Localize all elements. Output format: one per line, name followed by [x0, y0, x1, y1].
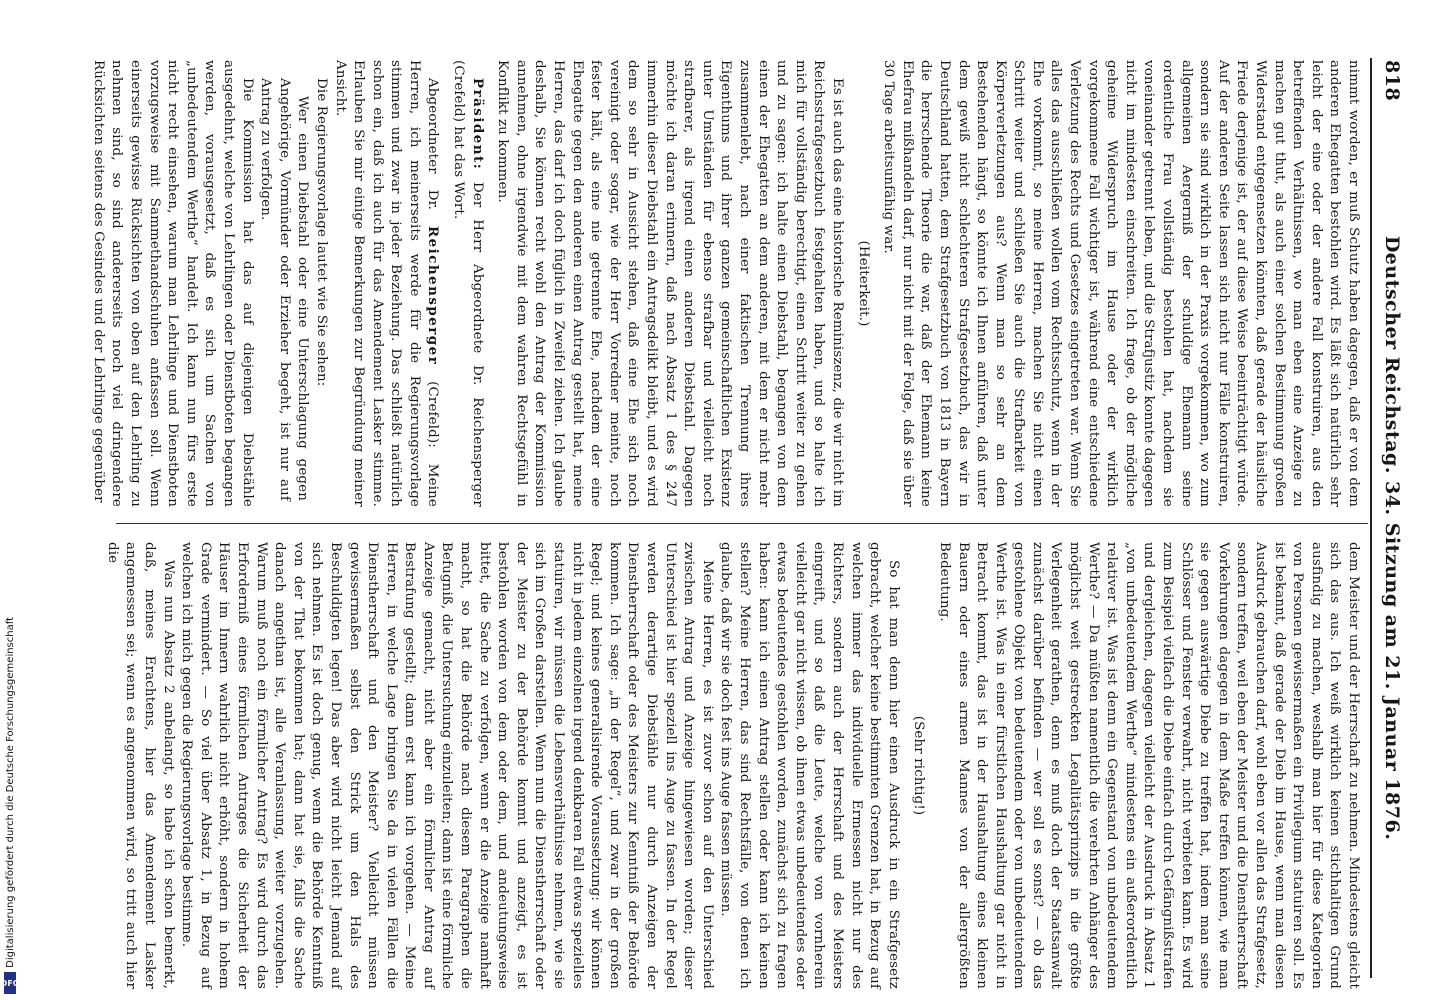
speaker-paragraph: [330, 60, 443, 507]
paragraph: So hat man denn hier einen Ausdruck in ein Strafgesetz gebracht, welcher keine bestimmten Grenzen hat, in Bezug auf welchen immer das individuelle Ermessen nicht nur des Richters, sondern auch der Herrschaft und des Meisters eingreift, und so daß die Leute, welche von vornherein vielleicht gar nicht wissen, ob ihnen etwas unbedeutendes oder etwas bedeutendes gestohlen worden, zunächst sich zu fragen haben: kann ich einen Antrag stellen oder kann ich keinen stellen? Meine Herren, das sind Rechtsfälle, von denen ich glaube, daß wir sie doch fest ins Auge fassen müssen.: [718, 542, 901, 989]
page-title: Deutscher Reichstag. 34. Sitzung am 21. Januar 1876.: [1381, 235, 1403, 841]
paragraph: Was nun Absatz 2 anbelangt, so habe ich schon bemerkt, daß, meines Erachtens, hier das Amendement Lasker angemessen sei; wenn es angenommen wird, so tritt auch hier die: [104, 542, 176, 989]
paragraph: Es ist auch das eine historische Reminiszenz, die wir nicht im Reichsstrafgesetzbuch festgehalten haben, und so halte ich mich für vollständig berechtigt, einen Schritt weiter zu gehen und zu sagen: ich halte einen Diebstahl, begangen von dem einen der Ehegatten an dem anderen, mit dem er nicht mehr zusammenlebt, nach einer faktischen Trennung ihres Eigenthums und ihrer ganzen gemeinschaftlichen Existenz unter Umständen für ebenso strafbar und vielleicht noch strafbarer, als irgend einen anderen Diebstahl. Dagegen möchte ich daran erinnern, daß nach Absatz 1 des § 247 immerhin dieser Diebstahl ein Antragsdelikt bleibt, und es wird dem so sehr in Aussicht stehen, daß eine Ehe sich noch vereinigt oder sogar, wie der Herr Vorredner meinte, noch fester hält, als eine nie getrennte Ehe, nachdem der eine Ehegatte gegen den anderen einen Antrag gestellt hat, meine Herren, das darf ich doch füglich in Zweifel ziehen. Ich glaube deshalb, Sie können recht wohl den Antrag der Kommission annehmen, ohne irgendwie mit dem wahren Rechtsgefühl in Konflikt zu kommen.: [495, 60, 845, 507]
speech-text: Meine Herren, ich meinerseits werde für die Regierungsvorlage stimmen und zwar in jeder Beziehung. Das schließt natürlich schon ein, daß ich auch für das Amendement Lasker stimme. Erlauben Sie mir einige Bemerkungen zur Begründung meiner Ansicht.: [332, 60, 441, 507]
president-paragraph: [449, 60, 487, 507]
paragraph: nimmt worden, er muß Schutz haben dagegen, daß er von dem anderen Ehegatten bestohlen wird. Es läßt sich natürlich sehr leicht der eine oder der andere Fall konstruiren, aus den betreffenden Verhältnissen, wo man eben eine Anzeige zu machen gut thut, als auch einer solchen Bestimmung großen Widerstand entgegensetzen könnten, daß gerade der häusliche Friede derjenige ist, der auf diese Weise beeinträchtigt würde. Auf der anderen Seite lassen sich nicht nur Fälle konstruiren, sondern sie sind wirklich in der Praxis vorgekommen, wo zum allgemeinen Aergerniß der schuldige Ehemann seine ordentliche Frau vollständig bestohlen hat, nachdem sie voneinander getrennt leben, und die Strafjustiz konnte dagegen nicht im mindesten einschreiten. Ich frage, ob der mögliche geheime Widerspruch im Hause oder der wirklich vorgekommene Fall wichtiger ist, während eine entschiedene Verletzung des Rechts und Gesetzes eingetreten war. Wenn Sie alles das ausschließen wollen vom Rechtsschutz, wenn in der Ehe vorkommt, so meine Herren, machen Sie nicht einen Schritt weiter und schließen Sie auch die Strafbarkeit von Körperverletzungen aus? Wenn man so sehr an dem Bestehenden hängt, so könnte ich Ihnen anführen, daß unter dem gewiß nicht schlechteren Strafgesetzbuch, das wir in Deutschland hatten, dem Strafgesetzbuch von 1813 in Bayern die herrschende Theorie die war, daß der Ehemann keine Ehefrau mißhandeln darf, nur nicht mit der Folge, daß sie über 30 Tage arbeitsunfähig war.: [881, 60, 1361, 507]
page-number: 818: [1381, 60, 1403, 102]
quoted-law: Wer einen Diebstahl oder eine Unterschlagung gegen Angehörige, Vormünder oder Erzieher begeht, ist nur auf Antrag zu verfolgen.: [258, 78, 311, 501]
paragraph: Meine Herren, es ist zuvor schon auf den Unterschied zwischen Antrag und Anzeige hingewiesen worden; dieser Unterschied ist hier speziell ins Auge zu fassen. In der Regel werden derartige Diebstähle nur durch Anzeigen der Dienstherrschaft oder des Meisters zur Kenntniß der Behörde kommen. Ich sage: „in der Regel“, und zwar in der großen Regel; und keines generalisirende Voraussetzung: wir können nicht in jedem einzelnen irgend denkbaren Fall etwas spezielles statuiren, wir müssen die Lebensverhältnisse nehmen, wie sie sich im Großen darstellen. Wenn nun die Dienstherrschaft oder der Meister zu der Behörde kommt und anzeigt, es ist bestohlen worden von dem oder dem, und andeutungsweise bittet, die Sache zu verfolgen, wenn er die Anzeige namhaft macht, so hat die Behörde nach diesem Paragraphen die Befugniß, die Untersuchung einzuleiten; dann ist eine förmliche Anzeige gemacht, nicht aber ein förmlicher Antrag auf Bestrafung gestellt; dann erst kann ich vorgehen. — Meine Herren, in welche Lage bringen Sie da in vielen Fällen die Dienstherrschaft und den Meister? Vielleicht müssen gewissermaßen selbst den Strick um den Hals des Beschuldigten legen! Das aber wird nicht leicht Jemand auf sich nehmen. Es ist doch genug, wenn die Behörde Kenntniß von der That bekommen hat; dann hat sie, falls die Sache danach angethan ist, alle Veranlassung, weiter vorzugehen. Warum muß noch ein förmlicher Antrag? Es wird durch das Erforderniß eines förmlichen Antrages die Sicherheit der Häuser im Innern wahrlich nicht erhöht, sondern in hohem Grade vermindert. — So viel über Absatz 1, in Bezug auf welchen ich mich gegen die Regierungsvorlage bestimme.: [179, 542, 715, 989]
digitization-credit: [2, 14, 18, 994]
left-column: [88, 60, 1362, 507]
page-header: [1378, 60, 1406, 975]
column-divider: [116, 523, 1368, 524]
digitization-text: Digitalisierung gefördert durch die Deutsche Forschungsgemeinschaft: [4, 617, 16, 968]
deputy-intro: Abgeordneter Dr.: [425, 78, 441, 211]
paragraph: Die Regierungsvorlage lautet wie Sie sehen:: [313, 78, 329, 387]
newspaper-page: [21, 0, 1416, 1000]
deputy-location: (Crefeld):: [425, 381, 441, 448]
speaker-label: Präsident:: [469, 78, 486, 171]
header-rule: [1370, 58, 1372, 978]
deputy-name: Reichensperger: [425, 225, 442, 366]
paragraph: dem Meister und der Herrschaft zu nehmen. Mindestens gleicht sich das aus. Ich weiß wirklich keinen stichhaltigen Grund ausfindig zu machen, weshalb man hier für diese Kategorien von Personen gewissermaßen ein Privilegium statuiren soll. Es ist bekannt, daß gerade der Dieb im Hause, wenn man diesen Ausdruck gebrauchen darf, wohl eben vor allen das Strafgesetz, sondern treffen, weil eben der Meister und die Dienstherrschaft Vorkehrungen dagegen in dem Maße treffen können, wie man sie gegen auswärtige Diebe zu treffen hat, indem man seine Schlösser und Fenster verwahrt, nicht verbieten kann. Es wird zum Beispiel vielfach die Diebe einfach durch Gefängnißstrafen und dergleichen, dagegen vielleicht der Ausdruck in Absatz 1 „von unbedeutendem Werthe“ mindestens ein außerordentlich relativer ist. Was ist denn ein Gegenstand von unbedeutendem Werthe? — Da müßten namentlich die verehrten Anhänger des möglichst weit gestreckten Legalitätsprinzips in die größte Verlegenheit gerathen, denn es muß doch der Staatsanwalt zunächst darüber befinden — wer soll es sonst? — ob das gestohlene Objekt von bedeutendem oder von unbedeutendem Werthe ist. Was in einer fürstlichen Haushaltung gar nicht in Betracht kommt, das ist in der Haushaltung eines kleinen Bauern oder eines armen Mannes von der allergrößten Bedeutung.: [936, 542, 1361, 989]
right-column: [102, 542, 1362, 989]
paragraph: Die Kommission hat das auf diejenigen Diebstähle ausgedehnt, welche von Lehrlingen oder Dienstboten begangen werden, vorausgesetzt, daß es sich um Sachen von „unbedeutendem Werthe“ handelt. Ich kann nun fürs erste nicht recht einsehen, warum man Lehrlinge und Dienstboten vorzugsweise mit Sammethandschuhen anfassen soll. Wenn einerseits gewisse Rücksichten von oben auf den Lehrling zu nehmen sind, so sind andererseits noch viel dringendere Rücksichten seitens des Gesindes und der Lehrlinge gegenüber: [90, 60, 255, 507]
applause-note: (Sehr richtig!): [911, 715, 927, 816]
dfg-logo: DFG: [4, 972, 16, 994]
applause-note: (Heiterkeit.): [855, 240, 871, 327]
president-text: Der Herr Abgeordnete Dr. Reichensperger (Crefeld) hat das Wort.: [451, 60, 485, 507]
